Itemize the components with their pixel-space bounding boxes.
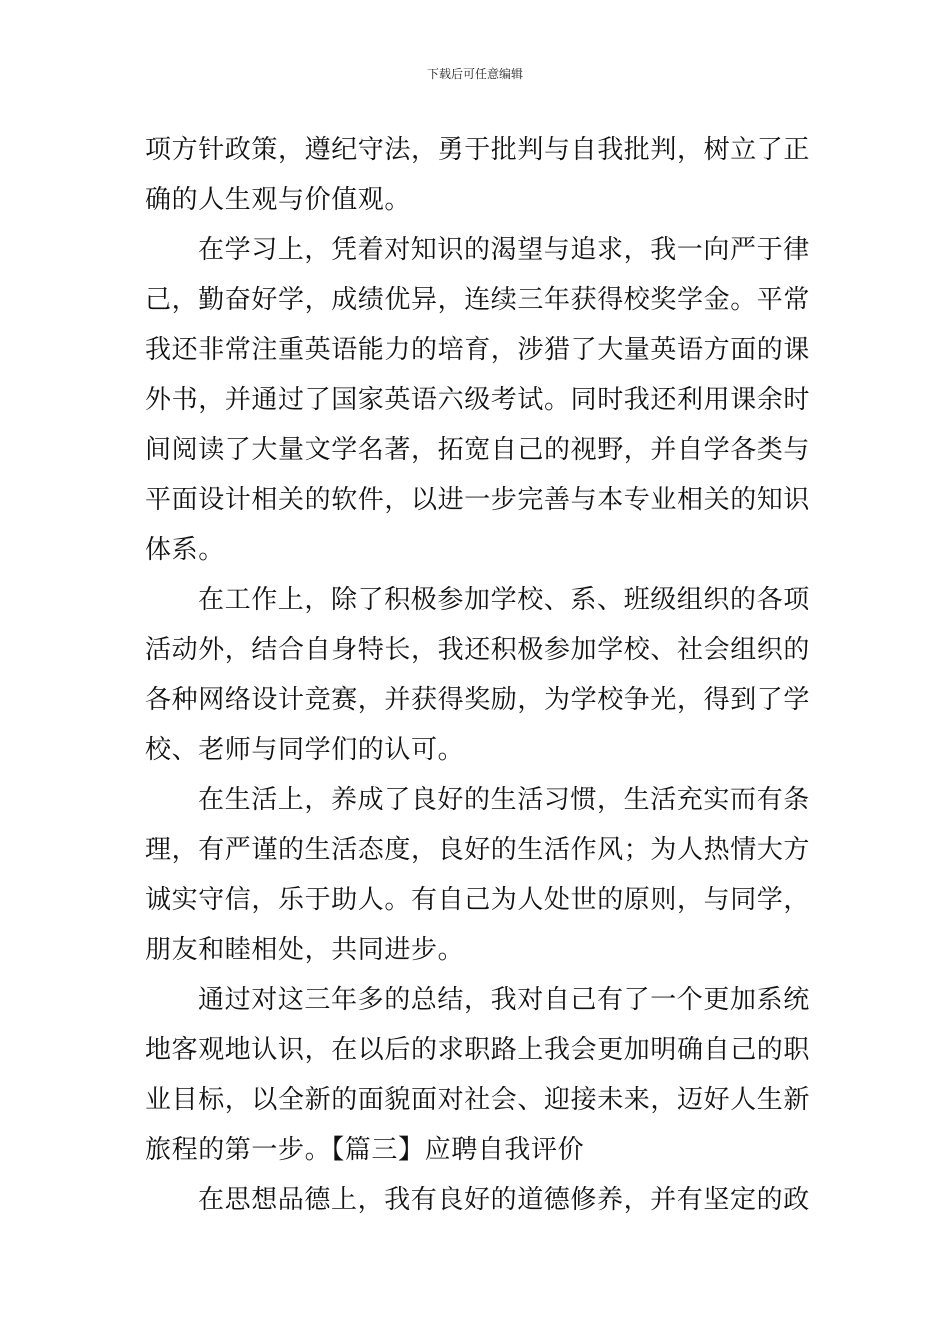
text-line: 地客观地认识，在以后的求职路上我会更加明确自己的职 <box>145 1035 811 1065</box>
paragraph-start-line: 在生活上，养成了良好的生活习惯，生活充实而有条 <box>198 785 810 815</box>
page-header: 下载后可任意编辑 <box>426 67 523 81</box>
text-line: 校、老师与同学们的认可。 <box>145 735 465 765</box>
text-line: 诚实守信，乐于助人。有自己为人处世的原则，与同学， <box>145 885 811 915</box>
text-line: 业目标，以全新的面貌面对社会、迎接未来，迈好人生新 <box>145 1085 811 1115</box>
text-line: 平面设计相关的软件，以进一步完善与本专业相关的知识 <box>145 485 811 515</box>
paragraph-start-line: 在学习上，凭着对知识的渴望与追求，我一向严于律 <box>198 235 810 265</box>
paragraph-start-line: 在思想品德上，我有良好的道德修养，并有坚定的政 <box>198 1185 810 1215</box>
text-line: 己，勤奋好学，成绩优异，连续三年获得校奖学金。平常 <box>145 285 811 315</box>
paragraph-start-line: 在工作上，除了积极参加学校、系、班级组织的各项 <box>198 585 810 615</box>
text-line: 各种网络设计竞赛，并获得奖励，为学校争光，得到了学 <box>145 685 811 715</box>
paragraph-start-line: 通过对这三年多的总结，我对自己有了一个更加系统 <box>198 985 810 1015</box>
text-line: 朋友和睦相处，共同进步。 <box>145 935 465 965</box>
text-line: 间阅读了大量文学名著，拓宽自己的视野，并自学各类与 <box>145 435 811 465</box>
text-line: 旅程的第一步。【篇三】应聘自我评价 <box>145 1135 585 1165</box>
text-line: 活动外，结合自身特长，我还积极参加学校、社会组织的 <box>145 635 811 665</box>
text-line: 理，有严谨的生活态度，良好的生活作风；为人热情大方 <box>145 835 811 865</box>
text-line: 我还非常注重英语能力的培育，涉猎了大量英语方面的课 <box>145 335 811 365</box>
text-line: 项方针政策，遵纪守法，勇于批判与自我批判，树立了正 <box>145 135 811 165</box>
text-line: 确的人生观与价值观。 <box>145 185 412 215</box>
text-line: 体系。 <box>145 535 225 565</box>
text-line: 外书，并通过了国家英语六级考试。同时我还利用课余时 <box>145 385 811 415</box>
